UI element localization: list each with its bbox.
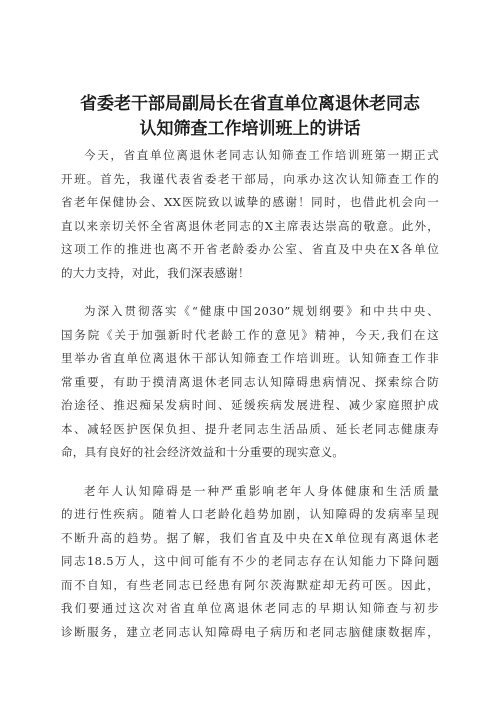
paragraph-line: 同志18.5万人，这中间可能有不少的老同志存在认知能力下降问题: [61, 554, 439, 568]
paragraph-line: 的大力支持，对此，我们深表感谢！: [61, 265, 250, 280]
paragraph-line: 里举办省直单位离退休干部认知筛查工作培训班。认知筛查工作非: [61, 351, 439, 365]
paragraph-line: 国务院《关于加强新时代老龄工作的意见》精神，今天,我们在这: [61, 327, 439, 342]
paragraph-3: [61, 480, 439, 645]
paragraph-line: 诊断服务，建立老同志认知障碍电子病历和老同志脑健康数据库，: [61, 624, 439, 639]
paragraph-line: 我们要通过这次对省直单位离退休老同志的早期认知筛查与初步: [61, 601, 439, 615]
document-body: [61, 144, 439, 659]
paragraph-line: 不断升高的趋势。据了解，我们省直及中央在X单位现有离退休老: [61, 530, 439, 545]
paragraph-line: 本、减轻医护医保负担、提升老同志生活品质、延长老同志健康寿: [61, 421, 439, 436]
paragraph-line: 老年人认知障碍是一种严重影响老年人身体健康和生活质量: [84, 483, 439, 498]
title-line-1: 省委老干部局副局长在省直单位离退休老同志: [80, 94, 420, 114]
paragraph-line: 治途径、推迟痴呆发病时间、延缓疾病发展进程、减少家庭照护成: [61, 398, 439, 412]
paragraph-line: 而不自知，有些老同志已经患有阿尔茨海默症却无药可医。因此，: [61, 577, 439, 592]
paragraph-2: [61, 300, 439, 465]
paragraph-1: [61, 144, 439, 285]
paragraph-line: 命，具有良好的社会经济效益和十分重要的现实意义。: [61, 445, 345, 459]
document-title: [40, 92, 460, 142]
paragraph-line: 常重要，有助于摸清离退休老同志认知障碍患病情况、探索综合防: [61, 374, 439, 389]
paragraph-line: 这项工作的推进也离不开省老龄委办公室、省直及中央在X各单位: [61, 242, 439, 256]
title-line-2: 认知筛查工作培训班上的讲话: [139, 119, 361, 139]
paragraph-line: 直以来亲切关怀全省离退休老同志的X主席表达崇高的敬意。此外，: [61, 218, 439, 233]
paragraph-line: 开班。首先，我谨代表省委老干部局，向承办这次认知筛查工作的: [61, 171, 439, 186]
paragraph-line: 为深入贯彻落实《“健康中国2030”规划纲要》和中共中央、: [84, 304, 439, 318]
paragraph-line: 今天，省直单位离退休老同志认知筛查工作培训班第一期正式: [84, 148, 439, 162]
paragraph-line: 省老年保健协会、XX医院致以诚挚的感谢！同时，也借此机会向一: [61, 195, 439, 209]
paragraph-line: 的进行性疾病。随着人口老龄化趋势加剧，认知障碍的发病率呈现: [61, 507, 439, 521]
